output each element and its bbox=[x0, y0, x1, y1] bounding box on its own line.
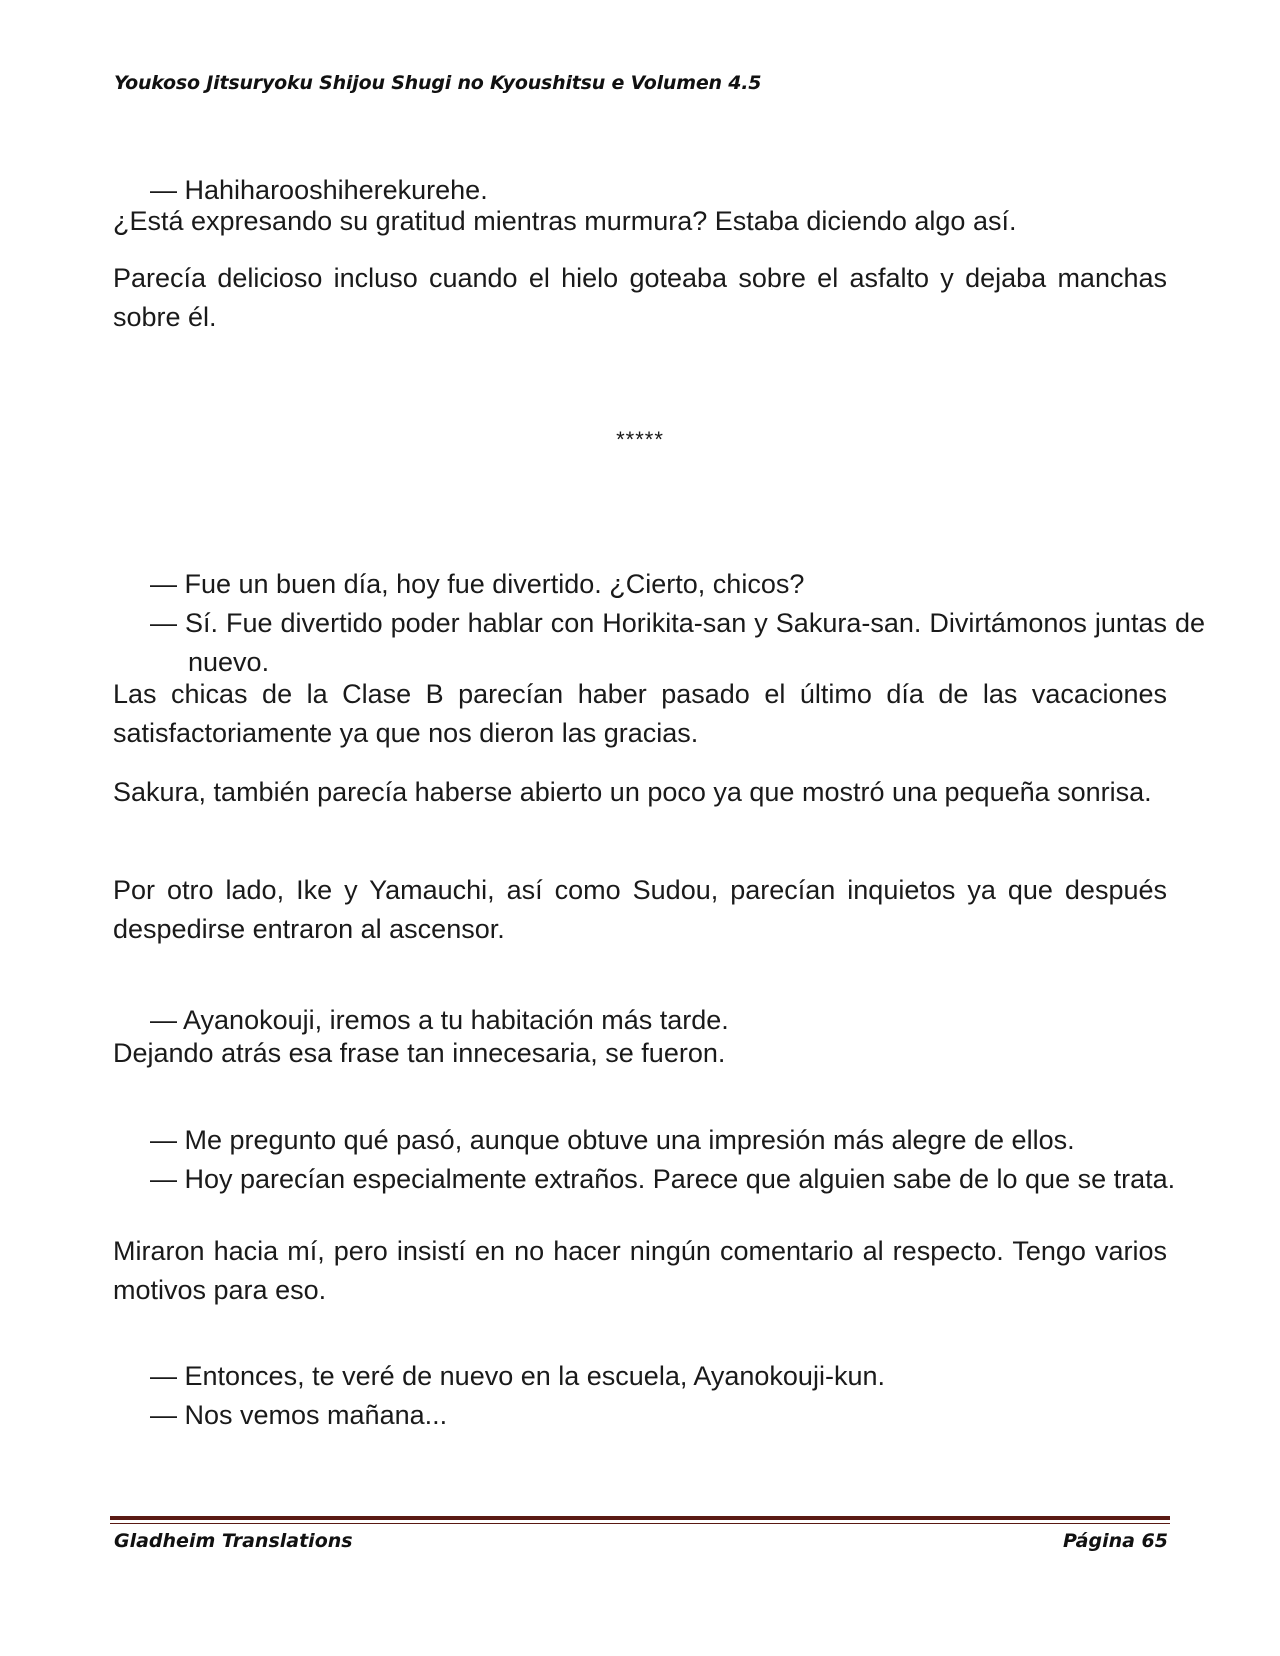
footer-divider-thin bbox=[110, 1523, 1170, 1524]
paragraph: ¿Está expresando su gratitud mientras murmura? Estaba diciendo algo así. bbox=[113, 206, 1017, 236]
paragraph: Parecía delicioso incluso cuando el hielo goteaba sobre el asfalto y dejaba manchas sobre él. bbox=[113, 263, 1167, 332]
dialogue-line: — Nos vemos mañana... bbox=[150, 1400, 448, 1430]
dialogue-line: — Me pregunto qué pasó, aunque obtuve una impresión más alegre de ellos. bbox=[150, 1125, 1075, 1155]
footer-publisher: Gladheim Translations bbox=[114, 1530, 353, 1552]
dialogue-line: — Ayanokouji, iremos a tu habitación más tarde. bbox=[150, 1005, 729, 1035]
paragraph: Miraron hacia mí, pero insistí en no hacer ningún comentario al respecto. Tengo varios motivos para eso. bbox=[113, 1236, 1167, 1305]
running-header-title: Youkoso Jitsuryoku Shijou Shugi no Kyoushitsu e Volumen 4.5 bbox=[114, 72, 762, 94]
scene-separator: ***** bbox=[616, 427, 664, 452]
paragraph: Sakura, también parecía haberse abierto un poco ya que mostró una pequeña sonrisa. bbox=[113, 777, 1152, 807]
footer-page-number: Página 65 bbox=[1062, 1530, 1168, 1552]
paragraph: Por otro lado, Ike y Yamauchi, así como Sudou, parecían inquietos ya que después despedirse entraron al ascensor. bbox=[113, 875, 1167, 944]
dialogue-line: — Hahiharooshiherekurehe. bbox=[150, 175, 488, 205]
dialogue-line: — Sí. Fue divertido poder hablar con Horikita-san y Sakura-san. Divirtámonos juntas de nuevo. bbox=[150, 608, 1205, 677]
dialogue-line: — Fue un buen día, hoy fue divertido. ¿Cierto, chicos? bbox=[150, 569, 805, 599]
footer-divider bbox=[110, 1516, 1170, 1520]
dialogue-line: — Entonces, te veré de nuevo en la escuela, Ayanokouji-kun. bbox=[150, 1361, 885, 1391]
paragraph: Las chicas de la Clase B parecían haber pasado el último día de las vacaciones satisfactoriamente ya que nos dieron las gracias. bbox=[113, 679, 1167, 748]
dialogue-line: — Hoy parecían especialmente extraños. Parece que alguien sabe de lo que se trata. bbox=[150, 1164, 1176, 1194]
paragraph: Dejando atrás esa frase tan innecesaria, se fueron. bbox=[113, 1038, 726, 1068]
